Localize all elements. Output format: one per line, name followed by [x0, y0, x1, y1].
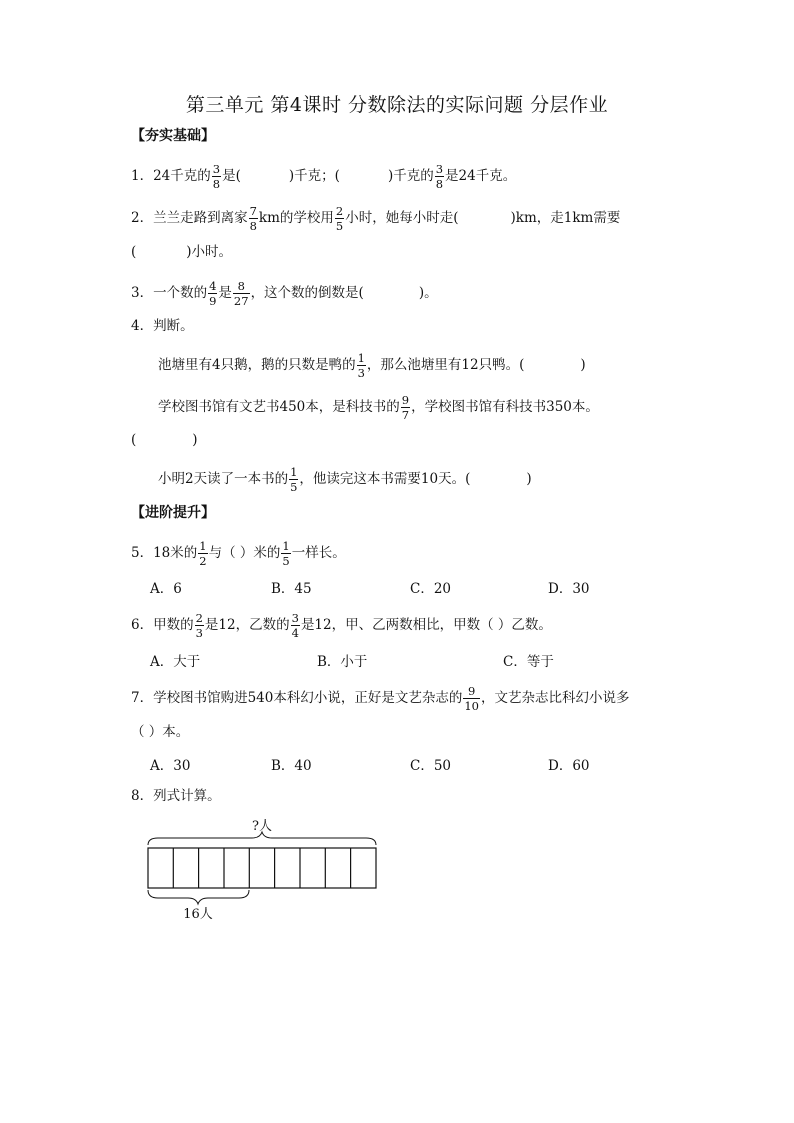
judge-item-b-answer: ( ) [131, 432, 198, 448]
judge-item-a: 池塘里有4只鹅，鹅的只数是鸭的 $\frac{1}{3}$ ，那么池塘里有12只鸭。( ) [158, 351, 586, 380]
option-b[interactable]: B．小于 [317, 654, 368, 670]
question-7-cont: （ ）本。 [131, 724, 190, 740]
question-2-cont: ( )小时。 [131, 244, 233, 260]
option-b[interactable]: B．40 [271, 758, 312, 774]
question-5: 5．18米的 $\frac{1}{2}$ 与（ ）米的 $\frac{1}{5}$ 一样长。 [131, 539, 346, 568]
option-c[interactable]: C．20 [410, 581, 452, 597]
page-title: 第三单元 第4课时 分数除法的实际问题 分层作业 [185, 94, 609, 116]
bottom-brace [148, 890, 249, 904]
fraction: $\frac{1}{3}$ [357, 351, 365, 380]
option-a[interactable]: A．大于 [150, 654, 201, 670]
segment-diagram [140, 812, 385, 924]
top-brace-label: ?人 [252, 819, 272, 834]
fraction: $\frac{1}{5}$ [282, 539, 290, 568]
fraction: $\frac{3}{8}$ [435, 162, 444, 191]
option-c[interactable]: C．等于 [503, 654, 554, 670]
fraction: $\frac{2}{5}$ [335, 204, 344, 233]
fraction: $\frac{7}{8}$ [249, 204, 257, 233]
question-8: 8．列式计算。 [131, 788, 221, 804]
fraction: $\frac{9}{10}$ [464, 684, 479, 713]
fraction: $\frac{2}{3}$ [195, 611, 203, 640]
bar-outline [148, 848, 376, 888]
question-6: 6．甲数的 $\frac{2}{3}$ 是12，乙数的 $\frac{3}{4}$ 是12，甲、乙两数相比，甲数（ ）乙数。 [131, 611, 552, 640]
fraction: $\frac{9}{7}$ [401, 393, 410, 422]
bottom-brace-label: 16人 [183, 907, 213, 922]
fraction: $\frac{3}{4}$ [291, 611, 299, 640]
fraction: $\frac{8}{27}$ [233, 279, 249, 308]
option-a[interactable]: A．6 [150, 581, 182, 597]
bar-cells [148, 848, 376, 888]
judge-item-c: 小明2天读了一本书的 $\frac{1}{5}$ ，他读完这本书需要10天。( ) [158, 465, 532, 494]
option-b[interactable]: B．45 [271, 581, 312, 597]
fraction: $\frac{3}{8}$ [212, 162, 221, 191]
judge-item-b: 学校图书馆有文艺书450本，是科技书的 $\frac{9}{7}$ ，学校图书馆有科技书350本。 [158, 393, 599, 422]
option-d[interactable]: D．60 [548, 758, 590, 774]
question-7: 7．学校图书馆购进540本科幻小说，正好是文艺杂志的 $\frac{9}{10}$ ，文艺杂志比科幻小说多 [131, 684, 630, 713]
fraction: $\frac{1}{5}$ [290, 465, 298, 494]
question-4: 4．判断。 [131, 318, 194, 334]
question-1: 1．24千克的 $\frac{3}{8}$ 是( )千克；( )千克的 $\frac{3}{8}$ 是24千克。 [131, 162, 517, 191]
section-advanced: 【进阶提升】 [131, 505, 215, 521]
section-basic: 【夯实基础】 [131, 128, 215, 144]
option-d[interactable]: D．30 [548, 581, 590, 597]
question-3: 3．一个数的 $\frac{4}{9}$ 是 $\frac{8}{27}$ ，这个数的倒数是( )。 [131, 279, 438, 308]
option-a[interactable]: A．30 [150, 758, 191, 774]
option-c[interactable]: C．50 [410, 758, 452, 774]
fraction: $\frac{4}{9}$ [209, 279, 217, 308]
question-2: 2．兰兰走路到离家 $\frac{7}{8}$ km的学校用 $\frac{2}{5}$ 小时，她每小时走( )km，走1km需要 [131, 204, 621, 233]
fraction: $\frac{1}{2}$ [199, 539, 207, 568]
